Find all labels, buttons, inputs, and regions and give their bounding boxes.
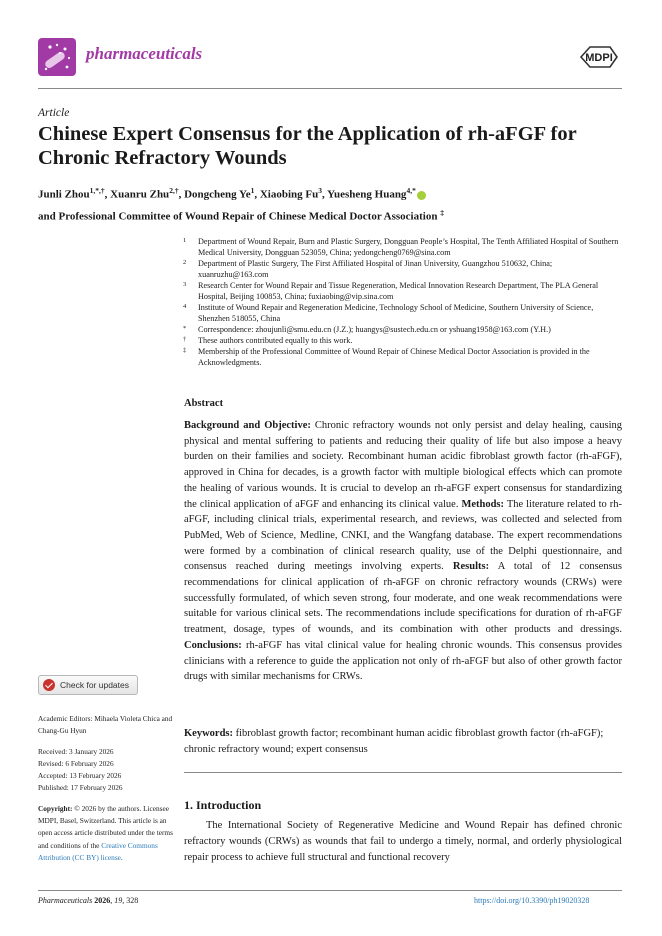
abstract-results-text: A total of 12 consensus recommendations for clinical application of rh-aFGF on chronic refractory wounds (CRWs) were successfully formulated, of which seven strong, four moderate, and one weak recommendations were suitable for various clinical sets. The recommendations include specifications for duration of rh-aFGF treatment, dosage, types of wounds, and its combination with other products and dressings.	[184, 561, 622, 636]
copyright-notice	[38, 803, 173, 864]
footer-divider	[38, 890, 622, 891]
journal-name[interactable]: pharmaceuticals	[86, 44, 203, 63]
abstract-conclusions-label: Conclusions:	[184, 639, 242, 651]
author-group: and Professional Committee of Wound Repair of Chinese Medical Doctor Association	[38, 210, 438, 223]
check-updates-icon	[43, 679, 55, 691]
abstract-heading: Abstract	[184, 398, 224, 409]
author-group-mark: ‡	[440, 207, 444, 217]
received-date: Received: 3 January 2026	[38, 746, 114, 756]
abstract-background-label: Background and Objective:	[184, 420, 311, 431]
copyright-text: © 2026 by the authors. Licensee MDPI, Basel, Switzerland. This article is an open access article distributed under the terms and conditions of the	[38, 803, 173, 850]
license-link[interactable]: Creative Commons Attribution (CC BY) license	[38, 840, 158, 862]
affiliation-text: Institute of Wound Repair and Regeneration Medicine, Technology School of Medicine, Southern University of Science, Shenzhen 518055, China	[198, 303, 594, 323]
abstract-background-text: Chronic refractory wounds not only persist and delay healing, causing physical and mental suffering to patients and reducing their quality of life but also impose a heavy burden on their families and society. Recombinant human acidic fibroblast growth factor (rh-aFGF), approved in China for decades, is a growth factor with multiple biological effects which can promote the healing of various wounds. It is crucial to develop an rh-aFGF expert consensus for standardizing the clinical application of aFGF and enhancing its clinical value.	[184, 420, 622, 510]
abstract-conclusions-text: rh-aFGF has vital clinical value for healing chronic wounds. This consensus provides clinicians with a reference to guide the application not only of rh-aFGF but also of other growth factor drugs with similar mechanisms for CRWs.	[184, 639, 622, 683]
footer-article-number: 328	[126, 896, 139, 905]
affiliation-item	[183, 335, 623, 346]
published-date: Published: 17 February 2026	[38, 783, 123, 793]
affiliation-text: Department of Plastic Surgery, The First Affiliated Hospital of Jinan University, Guangzhou 510632, China; xuanruzhu@163.com	[198, 259, 553, 279]
affiliation-item	[183, 302, 623, 324]
author-name: Xiaobing Fu	[259, 188, 319, 201]
journal-logo	[38, 38, 76, 76]
keywords-text: fibroblast growth factor; recombinant human acidic fibroblast growth factor (rh-aFGF); chronic refractory wound; expert consensus	[184, 728, 604, 755]
affiliation-text: Research Center for Wound Repair and Tissue Regeneration, Medical Innovation Research Department, The PLA General Hospital, Beijing 100853, China; fuxiaobing@vip.sina.com	[198, 281, 599, 301]
correspondence-text: Correspondence: zhoujunli@smu.edu.cn (J.Z.); huangys@sustech.edu.cn or yshuang1958@163.com (Y.H.)	[198, 325, 551, 334]
abstract-methods-text: The literature related to rh-aFGF, including clinical trials, experimental research, and reviews, was collected and selected from PubMed, Web of Science, Medline, CNKI, and the Wangfang database. The expert recommendations were formed by a combination of clinical research quality, use of the Delphi questionnaire, and consensus reached during meetings involving experts.	[184, 498, 622, 573]
footer-volume: 19	[114, 896, 123, 905]
author-marks: 4,*	[406, 186, 416, 195]
affiliation-mark: 2	[183, 259, 187, 266]
footer-year: 2026	[94, 896, 111, 905]
affiliation-mark: 3	[183, 281, 187, 288]
affiliation-item	[183, 324, 623, 335]
affiliation-mark: †	[183, 336, 187, 343]
revised-date: Revised: 6 February 2026	[38, 758, 114, 768]
affiliation-item	[183, 258, 623, 280]
check-updates-label: Check for updates	[60, 680, 129, 690]
license-end: .	[120, 852, 123, 862]
keywords	[184, 726, 622, 757]
affiliation-item	[183, 346, 623, 368]
doi-link[interactable]: https://doi.org/10.3390/ph19020328	[474, 896, 590, 905]
author-name: Xuanru Zhu	[110, 188, 170, 201]
affiliation-text: Department of Wound Repair, Burn and Plastic Surgery, Dongguan People’s Hospital, The Tenth Affiliated Hospital of Southern Medical University, Dongguan 523059, China; yedongcheng0769@sina.com	[198, 237, 619, 257]
footer-journal: Pharmaceuticals	[38, 896, 93, 905]
affiliation-mark: 4	[183, 303, 187, 310]
check-for-updates-button[interactable]	[38, 675, 138, 695]
copyright-label: Copyright:	[38, 803, 73, 813]
citation-info: Pharmaceuticals 2026, 19, 328	[38, 896, 139, 905]
author-name: Dongcheng Ye	[184, 188, 251, 201]
affiliation-text: Membership of the Professional Committee of Wound Repair of Chinese Medical Doctor Association is provided in the Acknowledgments.	[198, 347, 590, 367]
header-divider	[38, 88, 622, 89]
publisher-name: MDPI	[585, 52, 613, 64]
author-marks: 1	[250, 186, 255, 195]
keywords-label: Keywords:	[184, 728, 233, 739]
abstract-methods-label: Methods:	[461, 498, 505, 510]
author-marks: 1,*,†	[89, 186, 105, 195]
affiliation-mark: ‡	[183, 347, 187, 354]
article-title: Chinese Expert Consensus for the Application of rh-aFGF for Chronic Refractory Wounds	[38, 123, 577, 169]
affiliations	[183, 236, 623, 368]
author-name: Yuesheng Huang	[327, 188, 407, 201]
introduction-text: The International Society of Regenerative Medicine and Wound Repair has defined chronic refractory wounds (CRWs) as wounds that fail to undergo a timely, normal, and orderly physiological repair process to achieve full structural and functional recovery	[184, 820, 622, 863]
affiliation-item	[183, 236, 623, 258]
author-marks: 2,†	[169, 186, 179, 195]
affiliation-mark: *	[183, 325, 187, 332]
section-heading: 1. Introduction	[184, 798, 262, 812]
author-list: Junli Zhou$^{1,*,\dagger}$, Xuanru Zhu$^{2,\dagger}$, Dongcheng Ye$^1$, Xiaobing Fu$^3$, Yuesheng Huang$^{4,*}$ and Professional Committee of Wound Repair of Chinese Medical Doctor Association ‡	[38, 186, 444, 223]
academic-editors: Academic Editors: Mihaela Violeta Chica and Chang-Gu Hyun	[38, 714, 173, 736]
keywords-divider	[184, 772, 622, 773]
author-name: Junli Zhou	[38, 188, 90, 201]
author-marks: 3	[318, 186, 322, 195]
affiliation-item	[183, 280, 623, 302]
abstract-results-label: Results:	[452, 561, 490, 573]
affiliation-mark: 1	[183, 237, 187, 244]
abstract-body	[184, 418, 622, 685]
article-type: Article	[38, 107, 70, 119]
affiliation-text: These authors contributed equally to this work.	[198, 336, 353, 345]
accepted-date: Accepted: 13 February 2026	[38, 771, 122, 781]
mdpi-logo[interactable]	[576, 44, 622, 70]
article-info-sidebar	[38, 713, 173, 864]
orcid-icon[interactable]	[417, 191, 426, 200]
